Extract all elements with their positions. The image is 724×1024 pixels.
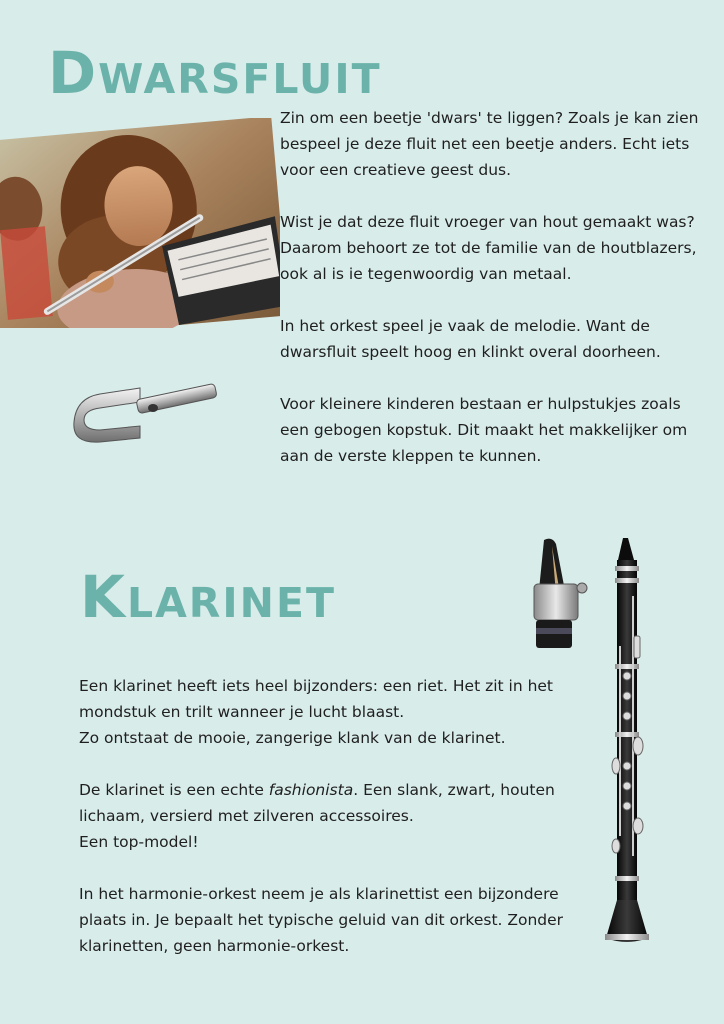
clarinet-mouthpiece-image [526, 536, 596, 658]
flute-paragraph: Wist je dat deze fluit vroeger van hout gemaakt was? Daarom behoort ze tot de familie van de houtblazers, ook al is ie tegenwoordig van metaal. [280, 213, 697, 283]
clarinet-paragraph-text: De klarinet is een echte [79, 781, 269, 799]
clarinet-paragraph-text: Zo ontstaat de mooie, zangerige klank van de klarinet. [79, 729, 506, 747]
clarinet-image [598, 536, 658, 960]
clarinet-title: Klarinet [80, 563, 336, 631]
curved-headjoint-image [70, 378, 220, 452]
flute-paragraph: Voor kleinere kinderen bestaan er hulpstukjes zoals een gebogen kopstuk. Dit maakt het makkelijker om aan de verste kleppen te kunnen. [280, 395, 688, 465]
flute-title: Dwarsfluit [48, 39, 382, 107]
flute-description [280, 105, 700, 469]
clarinet-description [79, 673, 589, 959]
clarinet-paragraph-text: . Een slank, zwart, houten lichaam, versierd met zilveren accessoires. [79, 781, 555, 825]
clarinet-paragraph-text: Een klarinet heeft iets heel bijzonders: een riet. Het zit in het mondstuk en trilt wanneer je lucht blaast. [79, 677, 554, 721]
clarinet-paragraph-3: In het harmonie-orkest neem je als klarinettist een bijzondere plaats in. Je bepaalt het typische geluid van dit orkest. Zonder klarinetten, geen harmonie-orkest. [79, 885, 564, 955]
flute-paragraph: Zin om een beetje 'dwars' te liggen? Zoals je kan zien bespeel je deze fluit net een beetje anders. Echt iets voor een creatieve geest dus. [280, 109, 699, 179]
girl-playing-flute-photo [0, 118, 280, 328]
clarinet-paragraph-1 [79, 673, 589, 751]
clarinet-paragraph-2 [79, 777, 589, 855]
clarinet-paragraph-text: Een top-model! [79, 833, 199, 851]
flute-paragraph: In het orkest speel je vaak de melodie. Want de dwarsfluit speelt hoog en klinkt overal doorheen. [280, 317, 661, 361]
fashionista-emphasis: fashionista [268, 781, 354, 799]
